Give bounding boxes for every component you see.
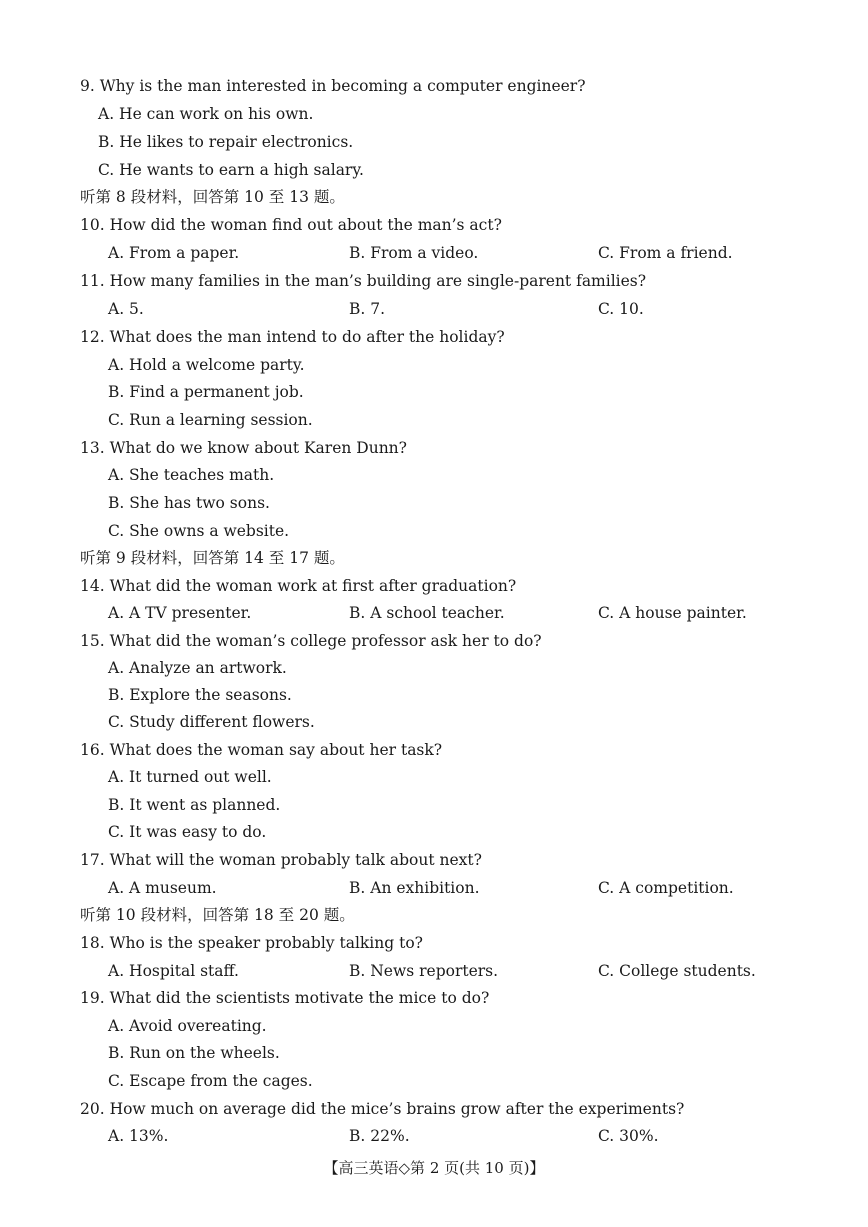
question-9: 9. Why is the man interested in becoming a computer engineer? — [80, 77, 586, 95]
q20-option-b: B. 22%. — [349, 1127, 410, 1145]
q19-option-c: C. Escape from the cages. — [108, 1072, 313, 1090]
q13-option-c: C. She owns a website. — [108, 522, 290, 540]
q18-option-a: A. Hospital staff. — [108, 962, 239, 980]
q15-option-b: B. Explore the seasons. — [108, 686, 292, 704]
q18-option-c: C. College students. — [598, 962, 756, 980]
q12-option-c: C. Run a learning session. — [108, 411, 313, 429]
q10-options — [0, 243, 868, 263]
q18-options — [0, 961, 868, 981]
q10-option-b: B. From a video. — [349, 244, 479, 262]
q12-option-a: A. Hold a welcome party. — [108, 356, 305, 374]
q20-options — [0, 1126, 868, 1146]
q11-options — [0, 299, 868, 319]
section-heading-9: 听第 9 段材料，回答第 14 至 17 题。 — [80, 549, 345, 567]
question-10: 10. How did the woman find out about the man’s act? — [80, 216, 502, 234]
section-heading-10: 听第 10 段材料，回答第 18 至 20 题。 — [80, 906, 355, 924]
q9-option-b: B. He likes to repair electronics. — [98, 133, 354, 151]
q14-option-a: A. A TV presenter. — [108, 604, 252, 622]
q18-option-b: B. News reporters. — [349, 962, 499, 980]
q15-option-c: C. Study different flowers. — [108, 713, 315, 731]
q11-option-c: C. 10. — [598, 300, 644, 318]
question-19: 19. What did the scientists motivate the mice to do? — [80, 989, 490, 1007]
q19-option-a: A. Avoid overeating. — [108, 1017, 267, 1035]
q17-options — [0, 878, 868, 898]
q17-option-c: C. A competition. — [598, 879, 734, 897]
section-heading-8: 听第 8 段材料，回答第 10 至 13 题。 — [80, 188, 345, 206]
q9-option-a: A. He can work on his own. — [98, 105, 314, 123]
q20-option-a: A. 13%. — [108, 1127, 169, 1145]
question-11: 11. How many families in the man’s building are single-parent families? — [80, 272, 647, 290]
q13-option-a: A. She teaches math. — [108, 466, 275, 484]
q19-option-b: B. Run on the wheels. — [108, 1044, 280, 1062]
question-14: 14. What did the woman work at first after graduation? — [80, 577, 517, 595]
q11-option-b: B. 7. — [349, 300, 386, 318]
q20-option-c: C. 30%. — [598, 1127, 659, 1145]
question-18: 18. Who is the speaker probably talking to? — [80, 934, 423, 952]
page-footer: 【高三英语◇第 2 页(共 10 页)】 — [323, 1159, 545, 1177]
question-12: 12. What does the man intend to do after the holiday? — [80, 328, 505, 346]
q17-option-a: A. A museum. — [108, 879, 217, 897]
question-15: 15. What did the woman’s college professor ask her to do? — [80, 632, 542, 650]
question-13: 13. What do we know about Karen Dunn? — [80, 439, 407, 457]
q17-option-b: B. An exhibition. — [349, 879, 480, 897]
q12-option-b: B. Find a permanent job. — [108, 383, 304, 401]
q10-option-a: A. From a paper. — [108, 244, 240, 262]
question-16: 16. What does the woman say about her task? — [80, 741, 443, 759]
q15-option-a: A. Analyze an artwork. — [108, 659, 287, 677]
q13-option-b: B. She has two sons. — [108, 494, 270, 512]
q16-option-b: B. It went as planned. — [108, 796, 281, 814]
q16-option-a: A. It turned out well. — [108, 768, 272, 786]
question-17: 17. What will the woman probably talk about next? — [80, 851, 482, 869]
q9-option-c: C. He wants to earn a high salary. — [98, 161, 364, 179]
q16-option-c: C. It was easy to do. — [108, 823, 267, 841]
q11-option-a: A. 5. — [108, 300, 144, 318]
q14-option-c: C. A house painter. — [598, 604, 747, 622]
q14-options — [0, 603, 868, 623]
q14-option-b: B. A school teacher. — [349, 604, 505, 622]
question-20: 20. How much on average did the mice’s brains grow after the experiments? — [80, 1100, 685, 1118]
q10-option-c: C. From a friend. — [598, 244, 733, 262]
